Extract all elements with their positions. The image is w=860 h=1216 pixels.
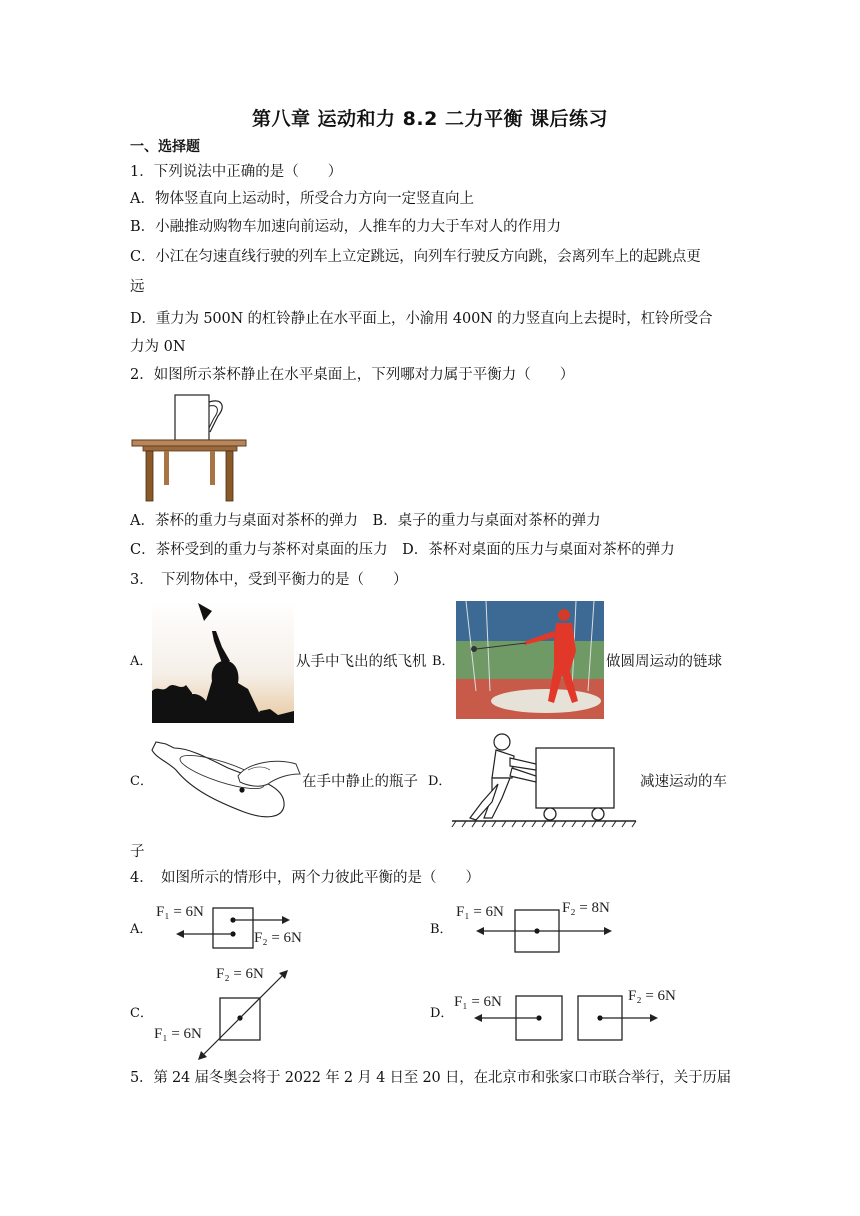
force-diagram-a [150,896,320,956]
q3-option-c-text: 在手中静止的瓶子 [302,774,418,790]
paper-plane-silhouette-photo [152,601,294,723]
q3-option-d-label: D． [428,774,452,789]
force-label-f1: F₁ = 6N [156,904,204,920]
q1-option-d-cont: 力为 0N [130,339,186,355]
q3-stem: 3． 下列物体中，受到平衡力的是（ ） [130,572,408,588]
force-label-f2: F₂ = 6N [254,930,302,946]
force-diagram-c [150,962,300,1060]
force-diagram-b [452,896,622,956]
q3-option-a-text: 从手中飞出的纸飞机 [296,654,427,670]
q3-option-b-label: B． [432,654,455,669]
force-diagram-d [452,978,692,1044]
force-label-f2: F₂ = 6N [628,988,676,1004]
force-label-f1: F₁ = 6N [454,994,502,1010]
q3-option-d-wrap: 子 [130,844,145,860]
teacup-on-table-figure [130,392,250,504]
q5-stem: 5．第 24 届冬奥会将于 2022 年 2 月 4 日至 20 日，在北京市和张家口市联合举行，关于历届 [130,1070,731,1086]
person-pushing-cart-figure [452,732,636,828]
q1-option-d: D．重力为 500N 的杠铃静止在水平面上，小渝用 400N 的力竖直向上去提时，杠铃所受合 [130,311,713,327]
q3-option-a-label: A． [130,654,153,669]
q1-option-a: A．物体竖直向上运动时，所受合力方向一定竖直向上 [130,191,474,207]
q4-option-c-label: C． [130,1006,153,1021]
section-heading: 一、选择题 [130,139,200,155]
page-title: 第八章 运动和力 8.2 二力平衡 课后练习 [251,108,609,130]
q4-option-d-label: D． [430,1006,454,1021]
bottle-in-hand-figure [148,740,302,820]
q3-option-c-label: C． [130,774,153,789]
q2-options-ab: A．茶杯的重力与桌面对茶杯的弹力 B．桌子的重力与桌面对茶杯的弹力 [130,513,601,529]
q3-option-b-text: 做圆周运动的链球 [606,654,722,670]
q1-stem: 1．下列说法中正确的是（ ） [130,164,343,180]
q1-option-b: B．小融推动购物车加速向前运动，人推车的力大于车对人的作用力 [130,219,562,235]
q4-stem: 4． 如图所示的情形中，两个力彼此平衡的是（ ） [130,870,480,886]
force-label-f2: F₂ = 8N [562,900,610,916]
q3-option-d-text: 减速运动的车 [640,774,727,790]
q4-option-a-label: A． [130,922,153,937]
q1-option-c: C．小江在匀速直线行驶的列车上立定跳远，向列车行驶反方向跳，会离列车上的起跳点更 [130,249,701,265]
q4-option-b-label: B． [430,922,453,937]
q2-stem: 2．如图所示茶杯静止在水平桌面上，下列哪对力属于平衡力（ ） [130,367,575,383]
force-label-f2: F₂ = 6N [216,966,264,982]
force-label-f1: F₁ = 6N [456,904,504,920]
q1-option-c-cont: 远 [130,279,145,295]
hammer-throw-photo [456,601,604,719]
q2-options-cd: C．茶杯受到的重力与茶杯对桌面的压力 D．茶杯对桌面的压力与桌面对茶杯的弹力 [130,542,675,558]
force-label-f1: F₁ = 6N [154,1026,202,1042]
